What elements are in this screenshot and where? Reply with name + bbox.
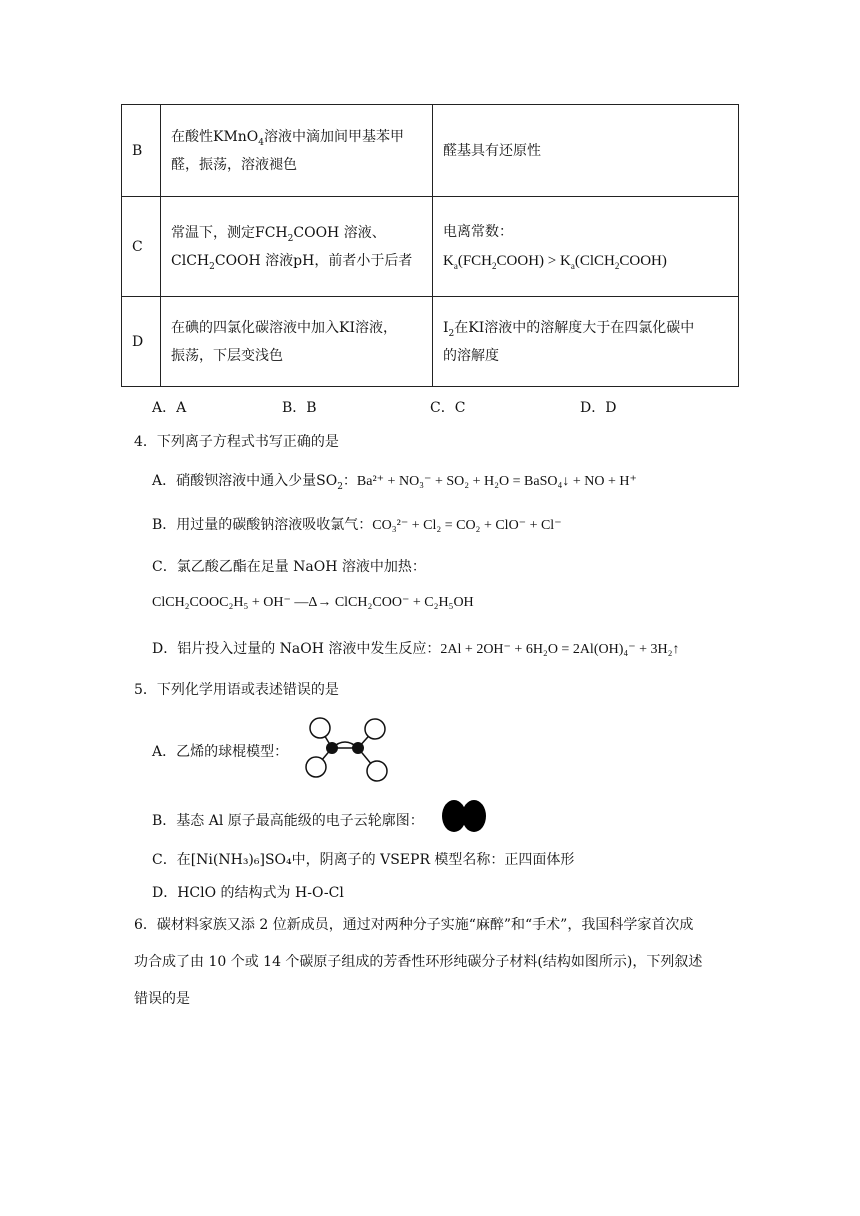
q4-a-equation: Ba²⁺ + NO₃⁻ + SO₂ + H₂O = BaSO₄↓ + NO + H⁺ <box>356 474 637 489</box>
q4-option-c[interactable]: C．氯乙酸乙酯在足量 NaOH 溶液中加热： <box>152 559 426 575</box>
q4-option-a[interactable]: A．硝酸钡溶液中通入少量$SO_2$：Ba²⁺ + NO₃⁻ + SO₂ + H₂O = BaSO₄↓ + NO + H⁺ <box>152 473 637 492</box>
q5-stem: 5．下列化学用语或表述错误的是 <box>134 682 339 698</box>
conclusion-cell: 电离常数： $K_a(FCH_2COOH)$ > $K_a(ClCH_2COOH)$ <box>433 197 739 297</box>
table-row <box>122 197 739 297</box>
q5-option-b[interactable]: B．基态 Al 原子最高能级的电子云轮廓图： <box>152 813 424 829</box>
q4-option-d[interactable]: D．铝片投入过量的 NaOH 溶液中发生反应：2Al + 2OH⁻ + 6H₂O = 2Al(OH)₄⁻ + 3H₂↑ <box>152 641 680 657</box>
table-row <box>122 105 739 197</box>
q6-stem-line2: 功合成了由 10 个或 14 个碳原子组成的芳香性环形纯碳分子材料(结构如图所示)，下列叙述 <box>134 954 703 970</box>
table-row <box>122 297 739 387</box>
option-a[interactable]: A．A <box>152 400 187 416</box>
q6-stem-line1: 6．碳材料家族又添 2 位新成员，通过对两种分子实施“麻醉”和“手术”，我国科学家首次成 <box>134 917 694 933</box>
p-orbital-contour-icon <box>441 798 487 834</box>
q4-d-equation: 2Al + 2OH⁻ + 6H₂O = 2Al(OH)₄⁻ + 3H₂↑ <box>440 642 680 657</box>
option-d[interactable]: D．D <box>580 400 617 416</box>
q6-stem-line3: 错误的是 <box>134 991 190 1007</box>
q5-option-c[interactable]: C．在[Ni(NH₃)₆]SO₄中，阴离子的 VSEPR 模型名称：正四面体形 <box>152 852 575 868</box>
operation-cell: 常温下，测定$FCH_2COOH$ 溶液、 ClCH$_2$COOH 溶液pH，前者小于后者 <box>161 197 433 297</box>
conclusion-cell: $I_2$在KI溶液中的溶解度大于在四氯化碳中 的溶解度 <box>433 297 739 387</box>
ethylene-ball-stick-model-icon <box>298 714 392 786</box>
q4-stem: 4．下列离子方程式书写正确的是 <box>134 434 339 450</box>
q4-b-equation: CO₃²⁻ + Cl₂ = CO₂ + ClO⁻ + Cl⁻ <box>372 518 562 533</box>
q5-option-a[interactable]: A．乙烯的球棍模型： <box>152 744 289 760</box>
option-b[interactable]: B．B <box>282 400 317 416</box>
row-label: C <box>122 197 161 297</box>
operation-cell: 在酸性KMnO$_4$溶液中滴加间甲基苯甲 醛，振荡，溶液褪色 <box>161 105 433 197</box>
conclusion-cell: 醛基具有还原性 <box>433 105 739 197</box>
row-label: B <box>122 105 161 197</box>
q5-option-d[interactable]: D．HClO 的结构式为 H-O-Cl <box>152 885 344 901</box>
q4-c-equation: ClCH₂COOC₂H₅ + OH⁻ —Δ→ ClCH₂COO⁻ + C₂H₅OH <box>152 595 474 610</box>
experiment-table <box>121 104 739 387</box>
option-c[interactable]: C．C <box>430 400 466 416</box>
row-label: D <box>122 297 161 387</box>
operation-cell: 在碘的四氯化碳溶液中加入KI溶液， 振荡，下层变浅色 <box>161 297 433 387</box>
q3-options <box>152 397 752 417</box>
q4-option-b[interactable]: B．用过量的碳酸钠溶液吸收氯气：CO₃²⁻ + Cl₂ = CO₂ + ClO⁻ + Cl⁻ <box>152 517 562 533</box>
